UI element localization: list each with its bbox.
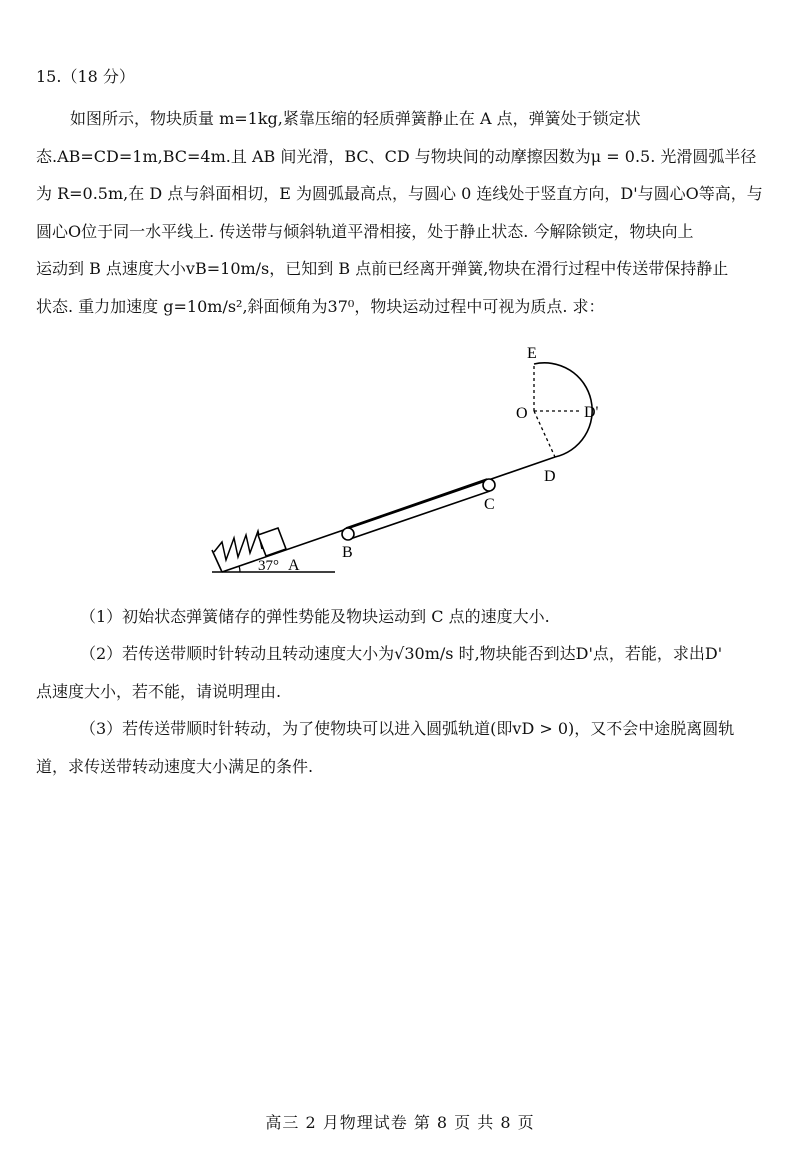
pulley-b <box>342 528 354 540</box>
sub-question-line: 道，求传送带转动速度大小满足的条件. <box>36 756 314 776</box>
sub-question-2 <box>36 635 776 710</box>
label-d: D <box>544 468 556 485</box>
spring <box>214 531 262 560</box>
stem-line: 如图所示，物块质量 m=1kg,紧靠压缩的轻质弹簧静止在 A 点，弹簧处于锁定状 <box>70 109 641 128</box>
label-a: A <box>288 557 300 574</box>
label-o: O <box>516 405 528 422</box>
label-b: B <box>342 544 353 561</box>
sub-question-line: （1）初始状态弹簧储存的弹性势能及物块运动到 C 点的速度大小. <box>80 607 550 626</box>
sub-question-line: （2）若传送带顺时针转动且转动速度大小为√30m/s 时,物块能否到达D'点，若能，求出D' <box>80 644 723 663</box>
conveyor-belt-top <box>346 479 487 528</box>
label-angle: 37° <box>258 558 279 574</box>
sub-question-line: 点速度大小，若不能，请说明理由. <box>36 681 282 701</box>
sub-question-line: （3）若传送带顺时针转动，为了使物块可以进入圆弧轨道(即vD > 0)，又不会中途脱离圆轨 <box>80 719 735 738</box>
pulley-c <box>483 479 495 491</box>
angle-arc <box>239 566 240 572</box>
stem-line: 运动到 B 点速度大小vB=10m/s，已知到 B 点前已经离开弹簧,物块在滑行过程中传送带保持静止 <box>36 259 729 278</box>
physics-diagram <box>200 338 630 588</box>
conveyor-belt-bottom <box>350 491 490 539</box>
radius-to-d <box>534 411 555 457</box>
question-number: 15.（18 分） <box>36 67 135 86</box>
label-e: E <box>527 345 537 362</box>
label-c: C <box>484 496 495 513</box>
page-footer: 高三 2 月物理试卷 第 8 页 共 8 页 <box>265 1113 535 1132</box>
label-d-prime: D' <box>584 404 599 421</box>
spring-wall <box>212 550 222 572</box>
stem-line: 态.AB=CD=1m,BC=4m.且 AB 间光滑，BC、CD 与物块间的动摩擦因数为μ = 0.5. 光滑圆弧半径 <box>36 146 757 166</box>
stem-line: 为 R=0.5m,在 D 点与斜面相切，E 为圆弧最高点，与圆心 0 连线处于竖直方向，D'与圆心O等高，与 <box>36 184 763 203</box>
stem-line: 状态. 重力加速度 g=10m/s²,斜面倾角为37⁰，物块运动过程中可视为质点. 求： <box>36 296 605 316</box>
sub-question-1 <box>36 598 776 636</box>
sub-question-3 <box>36 710 776 785</box>
question-stem <box>36 100 770 325</box>
stem-line: 圆心O位于同一水平线上. 传送带与倾斜轨道平滑相接，处于静止状态. 今解除锁定，物块向上 <box>36 221 694 241</box>
